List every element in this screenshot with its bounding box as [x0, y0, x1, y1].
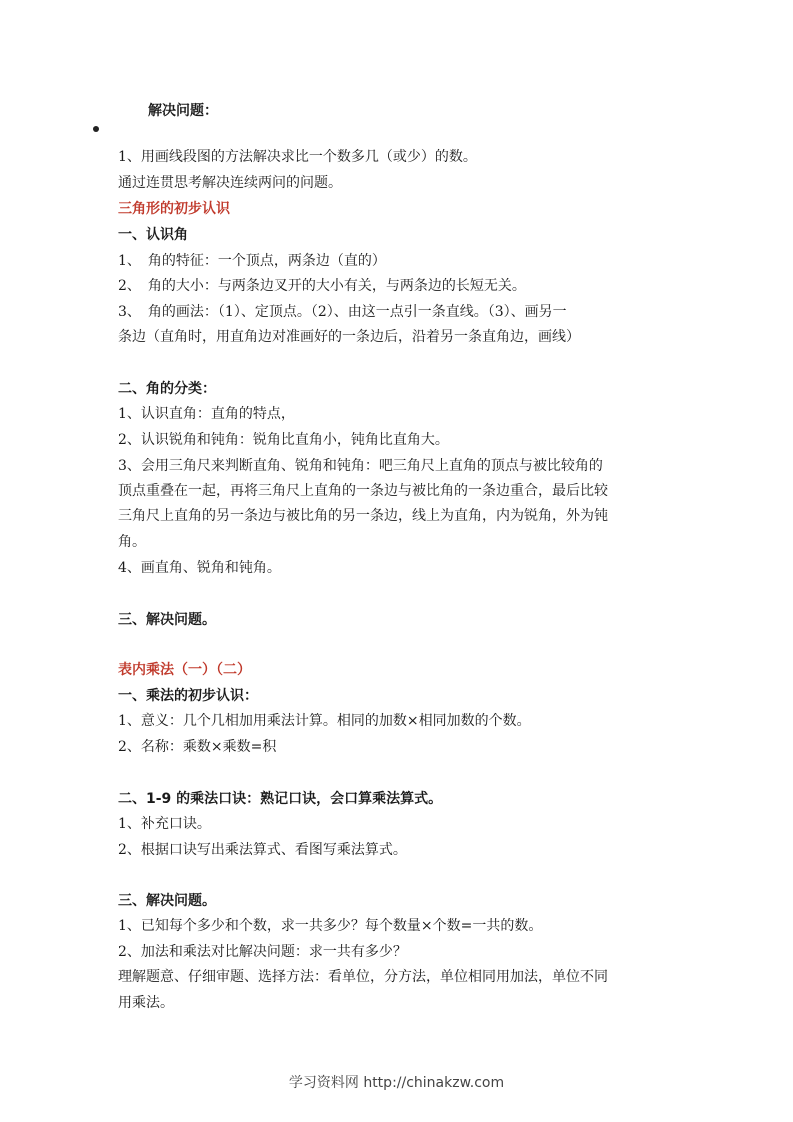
body-line: 2、认识锐角和钝角：锐角比直角小，钝角比直角大。 — [118, 432, 449, 448]
body-line: 3、 角的画法：（1）、定顶点。（2）、由这一点引一条直线。（3）、画另一 — [118, 304, 567, 320]
body-line: 1、意义：几个几相加用乘法计算。相同的加数×相同加数的个数。 — [118, 713, 531, 729]
body-line: 1、 角的特征：一个顶点，两条边（直的） — [118, 253, 386, 269]
subsection-heading: 三、解决问题。 — [118, 612, 216, 628]
subsection-heading: 一、乘法的初步认识： — [118, 688, 258, 704]
body-line: 用乘法。 — [118, 995, 174, 1011]
section-title-multiplication: 表内乘法（一）（二） — [118, 662, 251, 678]
body-line: 2、根据口诀写出乘法算式、看图写乘法算式。 — [118, 842, 407, 858]
subsection-heading: 二、角的分类： — [118, 381, 216, 397]
body-line: 条边（直角时，用直角边对准画好的一条边后，沿着另一条直角边，画线） — [118, 329, 580, 345]
body-line: 理解题意、仔细审题、选择方法：看单位，分方法，单位相同用加法，单位不同 — [118, 969, 608, 985]
body-line: 1、已知每个多少和个数，求一共多少？每个数量×个数=一共的数。 — [118, 918, 543, 934]
section-title-triangles: 三角形的初步认识 — [118, 201, 230, 217]
subsection-heading: 三、解决问题。 — [118, 893, 216, 909]
body-line: 1、补充口诀。 — [118, 816, 211, 832]
body-line: 4、画直角、锐角和钝角。 — [118, 560, 281, 576]
intro-line: 通过连贯思考解决连续两问的问题。 — [118, 175, 342, 191]
body-line: 顶点重叠在一起，再将三角尺上直角的一条边与被比角的一条边重合，最后比较 — [118, 483, 608, 499]
body-line: 角。 — [118, 534, 146, 550]
body-line: 3、会用三角尺来判断直角、锐角和钝角：吧三角尺上直角的顶点与被比较角的 — [118, 458, 603, 474]
subsection-heading: 二、1-9 的乘法口诀：熟记口诀，会口算乘法算式。 — [118, 791, 443, 807]
intro-heading: 解决问题： — [148, 103, 218, 119]
body-line: 1、认识直角：直角的特点， — [118, 406, 295, 422]
body-line: 2、名称：乘数×乘数=积 — [118, 739, 277, 755]
body-line: 2、加法和乘法对比解决问题：求一共有多少？ — [118, 944, 407, 960]
subsection-heading: 一、认识角 — [118, 227, 188, 243]
intro-line: 1、用画线段图的方法解决求比一个数多几（或少）的数。 — [118, 149, 477, 165]
body-line: 三角尺上直角的另一条边与被比角的另一条边，线上为直角，内为锐角，外为钝 — [118, 508, 608, 524]
bullet-dot — [93, 126, 99, 132]
footer-watermark-link[interactable]: 学习资料网 http://chinakzw.com — [288, 1075, 505, 1091]
body-line: 2、 角的大小：与两条边叉开的大小有关，与两条边的长短无关。 — [118, 278, 526, 294]
